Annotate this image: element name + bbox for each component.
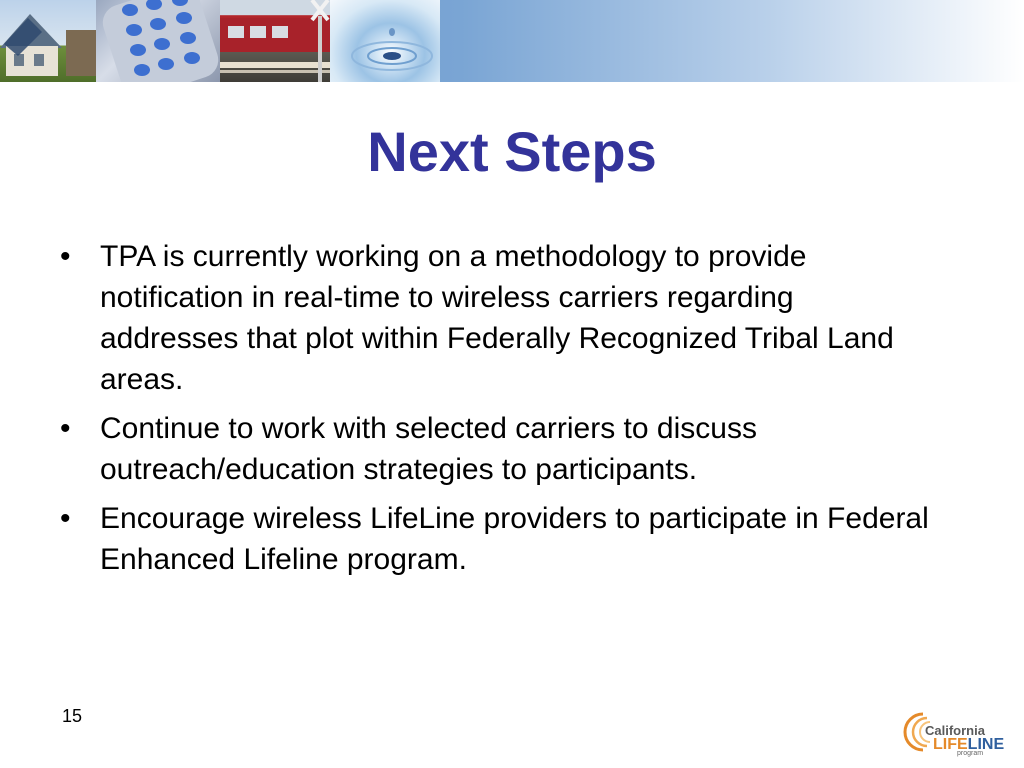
logo-california-text: California bbox=[925, 723, 985, 738]
water-drop-photo bbox=[330, 0, 440, 82]
bullet-marker: • bbox=[60, 502, 71, 535]
bullet-text: Continue to work with selected carriers to discuss outreach/education strategies to participants. bbox=[100, 412, 757, 486]
slide-title: Next Steps bbox=[367, 120, 657, 183]
bullet-marker: • bbox=[60, 412, 71, 445]
house-solar-photo bbox=[0, 0, 96, 82]
bullet-item bbox=[60, 498, 940, 580]
bullet-item bbox=[60, 408, 940, 490]
bullet-item bbox=[60, 236, 940, 400]
bullet-text: Encourage wireless LifeLine providers to participate in Federal Enhanced Lifeline program. bbox=[100, 502, 929, 576]
california-lifeline-logo bbox=[895, 706, 1017, 758]
logo-life-text: LIFE bbox=[933, 736, 968, 753]
bullet-list bbox=[60, 236, 940, 588]
train-crossing-photo bbox=[220, 0, 330, 82]
logo-program-text: program bbox=[957, 750, 984, 757]
header-banner bbox=[0, 0, 1024, 82]
bullet-text: TPA is currently working on a methodology to provide notification in real-time to wireless carriers regarding addresses that plot within Federally Recognized Tribal Land areas. bbox=[100, 240, 894, 396]
logo-line-text: LINE bbox=[967, 736, 1005, 753]
phone-keypad-photo bbox=[96, 0, 220, 82]
bullet-marker: • bbox=[60, 240, 71, 273]
page-number: 15 bbox=[62, 706, 83, 726]
